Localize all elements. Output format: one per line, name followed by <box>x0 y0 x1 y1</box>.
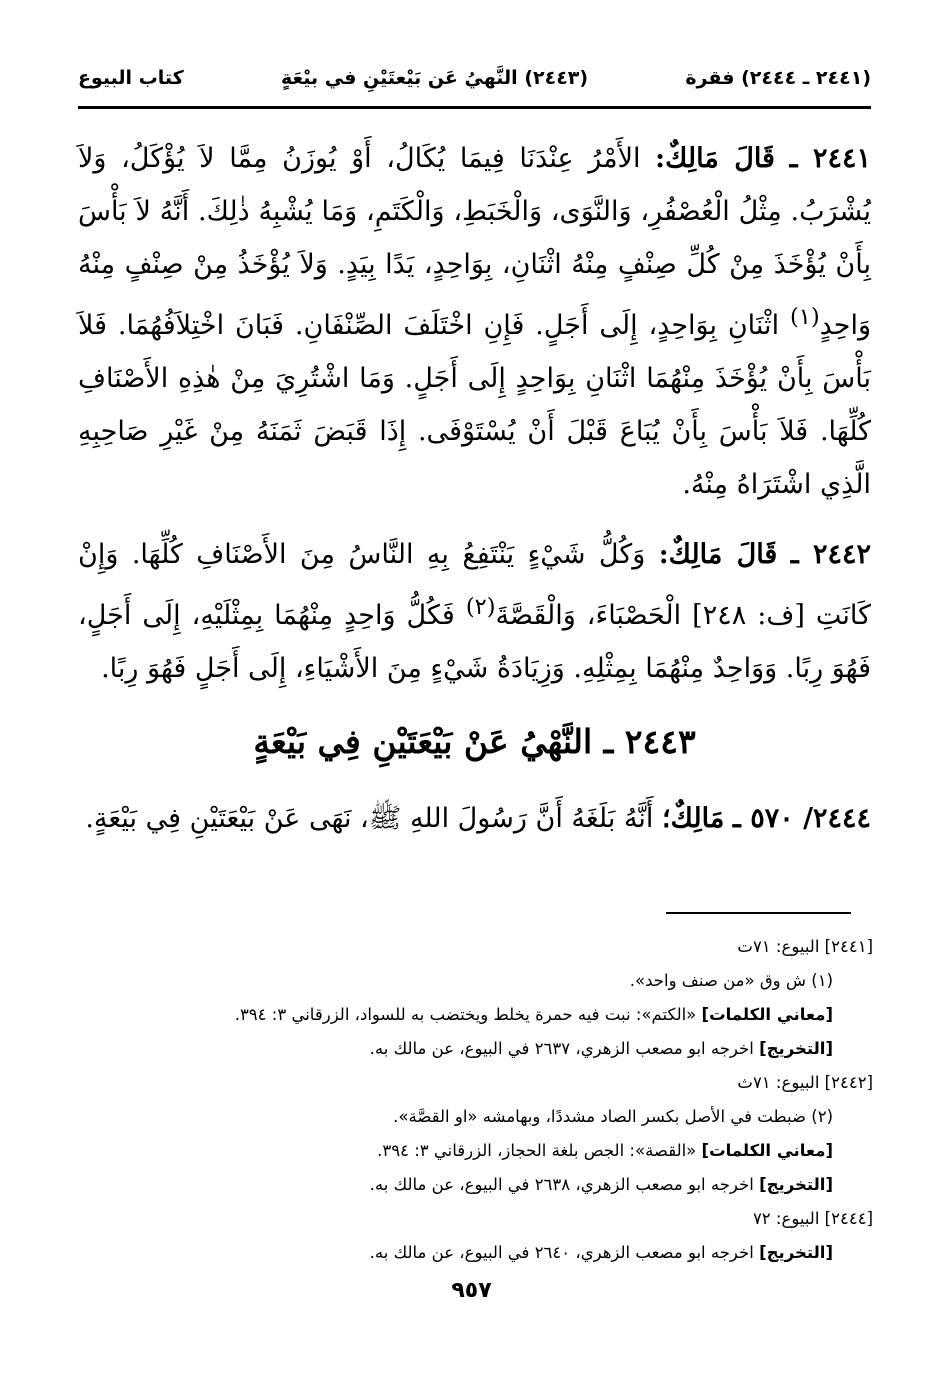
header-paragraph-range: (٢٤٤١ ـ ٢٤٤٤) فقرة <box>685 67 871 89</box>
footnote-line <box>78 1168 873 1202</box>
footnote-label: [التخريج] <box>759 1175 833 1194</box>
footnote-text: «القصة»: الجص بلغة الحجاز، الزرقاني ٣: ٣٩٤. <box>377 1141 697 1160</box>
page-number: ٩٥٧ <box>451 1278 492 1303</box>
footnote-text: (٢) ضبطت في الأصل بكسر الصاد مشددًا، وبهامشه «او القصَّة». <box>393 1107 833 1126</box>
footnote-text: اخرجه ابو مصعب الزهري، ٢٦٣٨ في البيوع، عن مالك به. <box>369 1175 754 1194</box>
paragraph-number: ٢٤٤٢ ـ <box>790 539 871 570</box>
footnote-text: [٢٤٤٤] البيوع: ٧٢ <box>752 1209 873 1228</box>
footnote-ref: (٢) <box>465 594 496 620</box>
footnote-text: اخرجه ابو مصعب الزهري، ٢٦٤٠ في البيوع، عن مالك به. <box>369 1243 754 1262</box>
header-book-title: كتاب البيوع <box>78 67 184 89</box>
running-header <box>78 58 871 98</box>
header-chapter-title: (٢٤٤٣) النَّهيُ عَن بَيْعتَيْنِ في بيْعَةٍ <box>280 67 589 89</box>
hadith-text: أَنَّهُ بَلَغَهُ أَنَّ رَسُولَ اللهِ ﷺ، نَهَى عَنْ بَيْعَتَيْنِ فِي بَيْعَةٍ. <box>85 803 654 834</box>
footnote-separator <box>666 912 851 914</box>
footnote-text: اخرجه ابو مصعب الزهري، ٢٦٣٧ في البيوع، عن مالك به. <box>369 1039 754 1058</box>
hadith-number: ٢٤٤٤/ ٥٧٠ ـ <box>732 803 871 834</box>
speaker-label: قَالَ مَالِكٌ: <box>658 539 778 570</box>
footnote-line <box>78 1032 873 1066</box>
footnote-line <box>78 1202 873 1236</box>
paragraph-2442 <box>78 528 871 695</box>
paragraph-2441 <box>78 132 871 511</box>
main-text <box>78 132 871 862</box>
header-rule <box>78 106 871 109</box>
paragraph-text: وَكُلُّ شَيْءٍ يَنْتَفِعُ بِهِ النَّاسُ مِنَ الأَصْنَافِ كُلِّهَا. وَإِنْ كَانَتِ [ف: ٢٤٨] الْحَصْبَاءَ، وَالْقَصَّةَ <box>78 539 871 631</box>
paragraph-text-continued: فَكُلُّ وَاحِدٍ مِنْهُمَا بِمِثْلَيْهِ، إِلَى أَجَلٍ، فَهُوَ رِبًا. وَوَاحِدٌ مِنْهُمَا بِمِثْلِهِ. وَزِيَادَةُ شَيْءٍ مِنَ الأَشْيَاءِ، إِلَى أَجَلٍ فَهُوَ رِبًا. <box>78 600 871 684</box>
footnote-line <box>78 998 873 1032</box>
footnote-text: «الكتم»: نبت فيه حمرة يخلط ويختضب به للسواد، الزرقاني ٣: ٣٩٤. <box>234 1005 697 1024</box>
footnote-text: [٢٤٤١] البيوع: ٧١ت <box>737 937 873 956</box>
footnote-line <box>78 1066 873 1100</box>
footnote-ref: (١) <box>789 304 820 330</box>
footnote-line <box>78 1134 873 1168</box>
footnote-line <box>78 1236 873 1270</box>
hadith-2444 <box>78 792 871 845</box>
footnote-line <box>78 1100 873 1134</box>
paragraph-text-continued: اثْنَانِ بِوَاحِدٍ، إِلَى أَجَلٍ. فَإِنِ اخْتَلَفَ الصِّنْفَانِ. فَبَانَ اخْتِلاَفُهُمَا. فَلاَ بَأْسَ بِأَنْ يُؤْخَذَ مِنْهُمَا اثْنَانِ بِوَاحِدٍ إِلَى أَجَلٍ. وَمَا اشْتُرِيَ مِنْ هٰذِهِ الأَصْنَافِ كُلِّهَا. فَلاَ بَأْسَ بِأَنْ يُبَاعَ قَبْلَ أَنْ يُسْتَوْفَى. إِذَا قَبَضَ ثَمَنَهُ مِنْ غَيْرِ صَاحِبِهِ الَّذِي اشْتَرَاهُ مِنْهُ. <box>78 310 871 500</box>
footnote-text: (١) ش وق «من صنف واحد». <box>629 971 833 990</box>
paragraph-number: ٢٤٤١ ـ <box>789 143 871 174</box>
footnote-label: [معاني الكلمات] <box>701 1141 833 1160</box>
speaker-label: قَالَ مَالِكٌ: <box>655 143 775 174</box>
footnotes <box>78 930 873 1270</box>
footnote-label: [التخريج] <box>759 1039 833 1058</box>
footnote-line <box>78 964 873 998</box>
footnote-text: [٢٤٤٢] البيوع: ٧١ث <box>737 1073 873 1092</box>
speaker-label: مَالِكٌ؛ <box>662 803 725 834</box>
footnote-label: [معاني الكلمات] <box>701 1005 833 1024</box>
footnote-line <box>78 930 873 964</box>
chapter-heading: ٢٤٤٣ ـ النَّهْيُ عَنْ بَيْعَتَيْنِ فِي بَيْعَةٍ <box>253 722 696 761</box>
footnote-label: [التخريج] <box>759 1243 833 1262</box>
paragraph-text: الأَمْرُ عِنْدَنَا فِيمَا يُكَالُ، أَوْ يُوزَنُ مِمَّا لاَ يُؤْكَلُ، وَلاَ يُشْرَبُ. مِثْلُ الْعُصْفُرِ، وَالنَّوَى، وَالْخَبَطِ، وَالْكَتَمِ، وَمَا يُشْبِهُ ذٰلِكَ. أَنَّهُ لاَ بَأْسَ بِأَنْ يُؤْخَذَ مِنْ كُلِّ صِنْفٍ مِنْهُ اثْنَانِ، بِوَاحِدٍ، يَدًا بِيَدٍ. وَلاَ يُؤْخَذُ مِنْ صِنْفٍ مِنْهُ وَاحِدٍ <box>78 143 871 341</box>
